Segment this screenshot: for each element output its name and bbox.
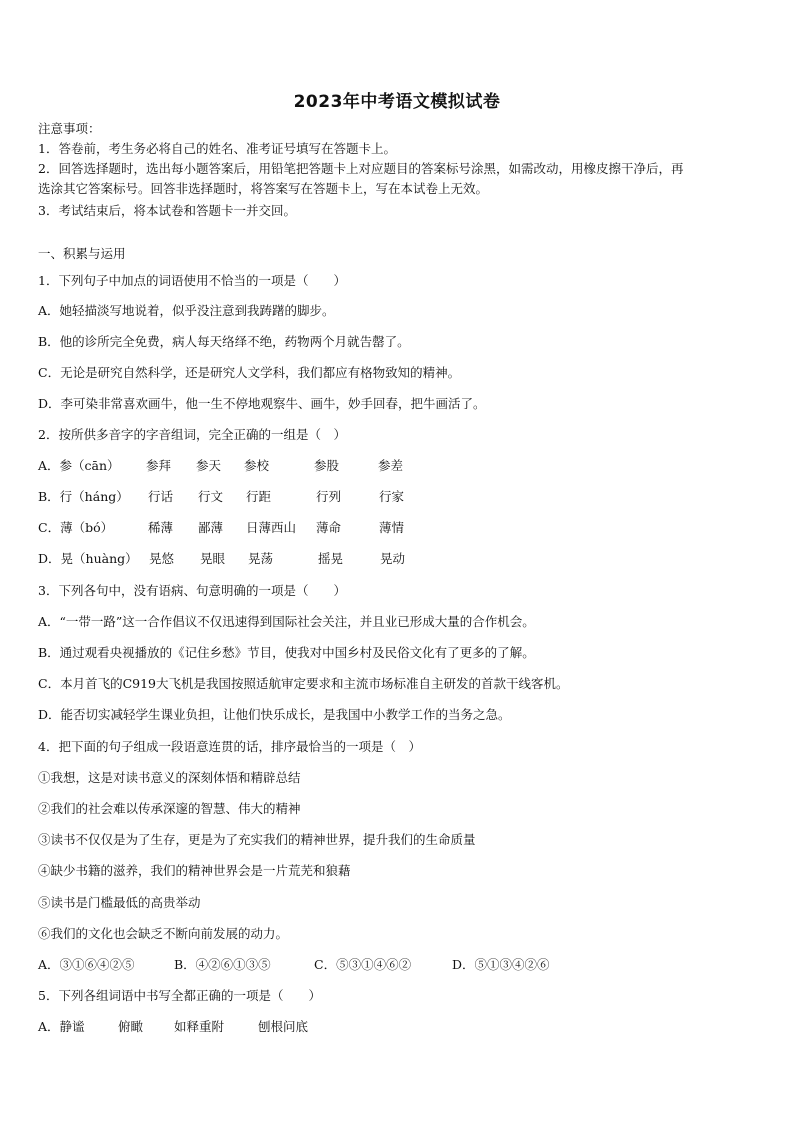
question-1-option-c: C．无论是研究自然科学，还是研究人文学科，我们都应有格物致知的精神。	[38, 365, 461, 380]
question-4-option-a: A．③①⑥④②⑤	[38, 957, 135, 972]
question-4-sentence-1: ①我想，这是对读书意义的深刻体悟和精辟总结	[38, 770, 301, 785]
question-3-option-a: A．“一带一路”这一合作倡议不仅迅速得到国际社会关注，并且业已形成大量的合作机会。	[38, 614, 535, 629]
question-2-stem: 2．按所供多音字的字音组词，完全正确的一组是（ ）	[38, 427, 346, 442]
question-4-stem: 4．把下面的句子组成一段语意连贯的话，排序最恰当的一项是（ ）	[38, 739, 421, 754]
notice-item-2-cont: 选涂其它答案标号。回答非选择题时，将答案写在答题卡上，写在本试卷上无效。	[38, 181, 489, 196]
notice-heading: 注意事项：	[38, 121, 101, 136]
question-1-option-d: D．李可染非常喜欢画牛，他一生不停地观察牛、画牛，妙手回春，把牛画活了。	[38, 396, 486, 411]
question-4-option-c: C．⑤③①④⑥②	[314, 957, 412, 972]
question-1-stem: 1．下列句子中加点的词语使用不恰当的一项是（ ）	[38, 273, 346, 288]
question-3-option-d: D．能否切实减轻学生课业负担，让他们快乐成长，是我国中小教学工作的当务之急。	[38, 707, 511, 722]
question-4-option-d: D．⑤①③④②⑥	[452, 957, 550, 972]
question-4-sentence-3: ③读书不仅仅是为了生存，更是为了充实我们的精神世界，提升我们的生命质量	[38, 832, 476, 847]
question-4-option-b: B．④②⑥①③⑤	[174, 957, 271, 972]
page-title: 2023年中考语文模拟试卷	[293, 92, 501, 112]
notice-item-1: 1．答卷前，考生务必将自己的姓名、准考证号填写在答题卡上。	[38, 141, 396, 156]
question-3-option-c: C．本月首飞的C919大飞机是我国按照适航审定要求和主流市场标准自主研发的首款干线客机。	[38, 676, 569, 691]
notice-item-3: 3．考试结束后，将本试卷和答题卡一并交回。	[38, 203, 296, 218]
question-4-sentence-4: ④缺少书籍的滋养，我们的精神世界会是一片荒芜和狼藉	[38, 863, 351, 878]
question-3-stem: 3．下列各句中，没有语病、句意明确的一项是（ ）	[38, 583, 346, 598]
question-4-sentence-6: ⑥我们的文化也会缺乏不断向前发展的动力。	[38, 926, 289, 941]
question-1-option-a: A．她轻描淡写地说着，似乎没注意到我踌躇的脚步。	[38, 303, 335, 318]
notice-item-2: 2．回答选择题时，选出每小题答案后，用铅笔把答题卡上对应题目的答案标号涂黑，如需改动，用橡皮擦干净后，再	[38, 161, 684, 176]
question-5-stem: 5．下列各组词语中书写全都正确的一项是（ ）	[38, 988, 321, 1003]
question-4-sentence-5: ⑤读书是门槛最低的高贵举动	[38, 895, 201, 910]
question-4-sentence-2: ②我们的社会难以传承深邃的智慧、伟大的精神	[38, 801, 301, 816]
section-heading: 一、积累与运用	[38, 246, 126, 261]
exam-page: 2023年中考语文模拟试卷 注意事项： 1．答卷前，考生务必将自己的姓名、准考证号填写在答题卡上。 2．回答选择题时，选出每小题答案后，用铅笔把答题卡上对应题目的答案标号涂黑，如需改动，用橡皮擦干净后，再 选涂其它答案标号。回答非选择题时，将答案写在答题卡上，写在本试卷上无效。 3．考试结束后，将本试卷和答题卡一并交回。 一、积累与运用 1．下列句子中加点的词语使用不恰当的一项是（ ） A．她轻描淡写地说着，似乎没注意到我踌躇的脚步。 B．他的诊所完全免费，病人每天络绎不绝，药物两个月就告罄了。 C．无论是研究自然科学，还是研究人文学科，我们都应有格物致知的精神。 D．李可染非常喜欢画牛，他一生不停地观察牛、画牛，妙手回春，把牛画活了。 2．按所供多音字的字音组词，完全正确的一组是（ ） A．参（cān） 参拜 参天 参校 参股 参差 B．行（háng） 行话 行文 行距 行列 行家 C．薄（bó） 稀薄 鄙薄 日薄西山 薄命 薄情 D．晃（huàng） 晃悠 晃眼 晃荡 摇晃 晃动 3．下列各句中，没有语病、句意明确的一项是（ ） A．“一带一路”这一合作倡议不仅迅速得到国际社会关注，并且业已形成大量的合作机会。 B．通过观看央视播放的《记住乡愁》节目，使我对中国乡村及民俗文化有了更多的了解。 C．本月首飞的C919大飞机是我国按照适航审定要求和主流市场标准自主研发的首款干线客机。 D．能否切实减轻学生课业负担，让他们快乐成长，是我国中小教学工作的当务之急。 4．把下面的句子组成一段语意连贯的话，排序最恰当的一项是（ ） ①我想，这是对读书意义的深刻体悟和精辟总结 ②我们的社会难以传承深邃的智慧、伟大的精神 ③读书不仅仅是为了生存，更是为了充实我们的精神世界，提升我们的生命质量 ④缺少书籍的滋养，我们的精神世界会是一片荒芜和狼藉 ⑤读书是门槛最低的高贵举动 ⑥我们的文化也会缺乏不断向前发展的动力。 A．③①⑥④②⑤ B．④②⑥①③⑤ C．⑤③①④⑥② D．⑤①③④②⑥ 5．下列各组词语中书写全都正确的一项是（ ） A．静谧 俯瞰 如释重附 刨根问底	[0, 0, 794, 1123]
question-3-option-b: B．通过观看央视播放的《记住乡愁》节目，使我对中国乡村及民俗文化有了更多的了解。	[38, 645, 535, 660]
question-1-option-b: B．他的诊所完全免费，病人每天络绎不绝，药物两个月就告罄了。	[38, 334, 410, 349]
